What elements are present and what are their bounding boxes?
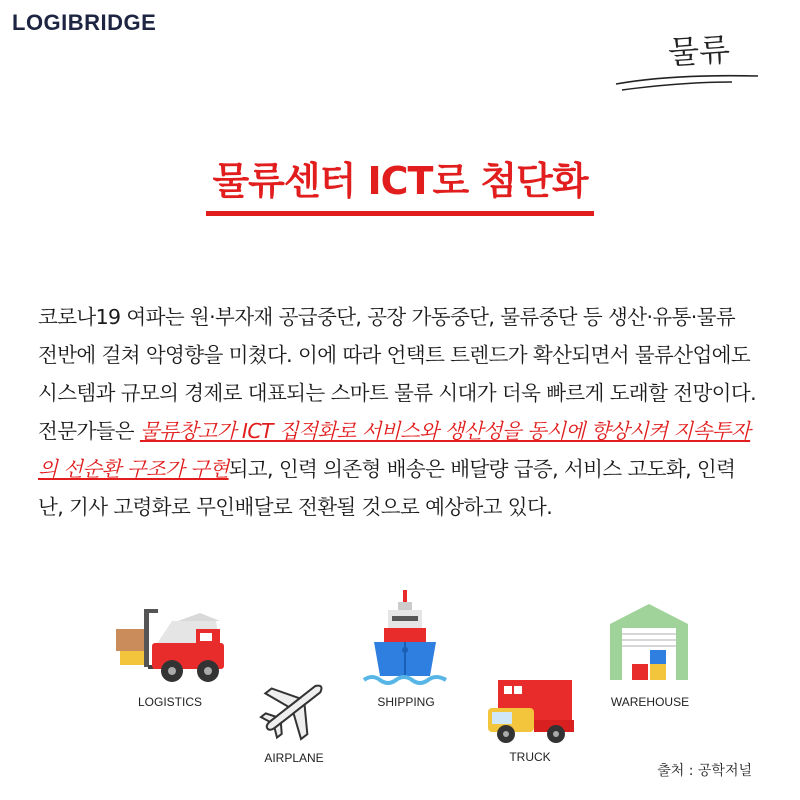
- logistics-label: LOGISTICS: [137, 695, 202, 709]
- warehouse-label: WAREHOUSE: [610, 695, 690, 709]
- category-tag: 물류: [667, 30, 732, 72]
- body-text-part1: 코로나19 여파는 원·부자재 공급중단, 공장 가동중단, 물류중단 등 생산·유통·물류 전반에 걸쳐 악영향을 미쳤다. 이에 따라 언택트 트렌드가 확산되면서 물류산업에도 시스템과 규모의 경제로 대표되는 스마트 물류 시대가 더욱 빠르게 도래할 전망이다. 전문가들은: [38, 305, 756, 443]
- shipping-label: SHIPPING: [377, 695, 435, 709]
- article-body: [38, 298, 758, 526]
- body-highlight: 물류창고가 ICT 집적화로 서비스와 생산성을 동시에 향상시켜 지속투자의 선순환 구조가 구현: [38, 419, 751, 481]
- tag-underline: [612, 70, 762, 92]
- page-title: [0, 150, 800, 216]
- body-text-part2: 되고, 인력 의존형 배송은 배달량 급증, 서비스 고도화, 인력난, 기사 고령화로 무인배달로 전환될 것으로 예상하고 있다.: [38, 457, 736, 519]
- source-credit: 출처 : 공학저널: [657, 763, 752, 779]
- truck-icon: [486, 678, 576, 746]
- truck-label: TRUCK: [509, 750, 551, 764]
- airplane-icon: [258, 672, 332, 742]
- forklift-icon: [112, 605, 228, 685]
- brand-logo: LOGIBRIDGE: [12, 10, 157, 35]
- ship-icon: [360, 590, 450, 688]
- warehouse-icon: [608, 602, 690, 682]
- title-text: 물류센터 ICT로 첨단화: [206, 150, 593, 216]
- airplane-label: AIRPLANE: [264, 751, 324, 765]
